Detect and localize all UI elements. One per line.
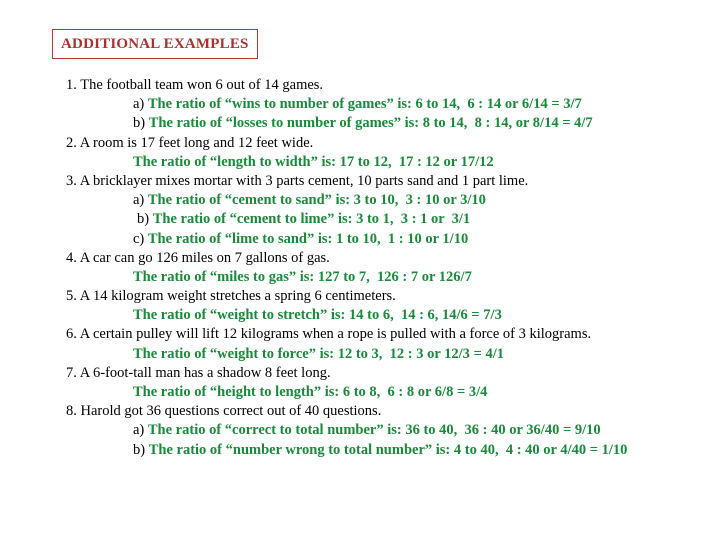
answer-line [66,345,716,364]
answer-line [66,441,716,460]
title-box [52,29,258,59]
question-line [66,249,716,268]
answer-label: b) [133,115,149,132]
answer-label: b) [137,211,153,228]
answer-line [66,114,716,133]
question-line [66,364,716,383]
answer-line [66,268,716,287]
answer-line [66,210,716,229]
answer-label: a) [133,422,148,439]
answer-text: The ratio of “lime to sand” is: 1 to 10, 1 : 10 or 1/10 [147,230,469,247]
question-line [66,76,716,95]
answer-label: a) [133,96,148,113]
question-text: 3. A bricklayer mixes mortar with 3 parts cement, 10 parts sand and 1 part lime. [66,172,529,189]
answer-line [66,230,716,249]
answer-text: The ratio of “correct to total number” is: 36 to 40, 36 : 40 or 36/40 = 9/10 [147,422,601,439]
question-text: 6. A certain pulley will lift 12 kilograms when a rope is pulled with a force of 3 kilograms. [66,326,592,343]
question-line [66,402,716,421]
answer-text: The ratio of “cement to lime” is: 3 to 1, 3 : 1 or 3/1 [152,211,471,228]
question-text: 2. A room is 17 feet long and 12 feet wide. [66,134,314,151]
answer-text: The ratio of “weight to force” is: 12 to 3, 12 : 3 or 12/3 = 4/1 [133,345,504,362]
answer-text: The ratio of “length to width” is: 17 to 12, 17 : 12 or 17/12 [133,153,494,170]
answer-text: The ratio of “number wrong to total number” is: 4 to 40, 4 : 40 or 4/40 = 1/10 [148,441,628,458]
question-line [66,134,716,153]
question-text: 8. Harold got 36 questions correct out of 40 questions. [66,403,382,420]
answer-text: The ratio of “miles to gas” is: 127 to 7, 126 : 7 or 126/7 [133,268,472,285]
examples-list [66,76,716,460]
answer-line [66,383,716,402]
answer-label: a) [133,192,148,209]
answer-text: The ratio of “height to length” is: 6 to 8, 6 : 8 or 6/8 = 3/4 [133,384,488,400]
answer-line [66,95,716,114]
question-line [66,287,716,306]
answer-text: The ratio of “wins to number of games” is: 6 to 14, 6 : 14 or 6/14 = 3/7 [147,96,582,113]
question-line [66,325,716,344]
answer-text: The ratio of “weight to stretch” is: 14 to 6, 14 : 6, 14/6 = 7/3 [133,307,502,324]
page-title: ADDITIONAL EXAMPLES [61,35,249,52]
answer-text: The ratio of “losses to number of games” is: 8 to 14, 8 : 14, or 8/14 = 4/7 [148,115,593,132]
answer-line [66,306,716,325]
question-text: 4. A car can go 126 miles on 7 gallons of gas. [66,249,330,266]
answer-line [66,421,716,440]
question-text: 7. A 6-foot-tall man has a shadow 8 feet long. [66,364,331,381]
question-text: 1. The football team won 6 out of 14 games. [66,77,324,93]
question-text: 5. A 14 kilogram weight stretches a spring 6 centimeters. [66,288,396,305]
answer-line [66,191,716,210]
answer-label: b) [133,441,149,458]
answer-text: The ratio of “cement to sand” is: 3 to 10, 3 : 10 or 3/10 [147,192,486,209]
question-line [66,172,716,191]
answer-line [66,153,716,172]
answer-label: c) [133,230,148,247]
